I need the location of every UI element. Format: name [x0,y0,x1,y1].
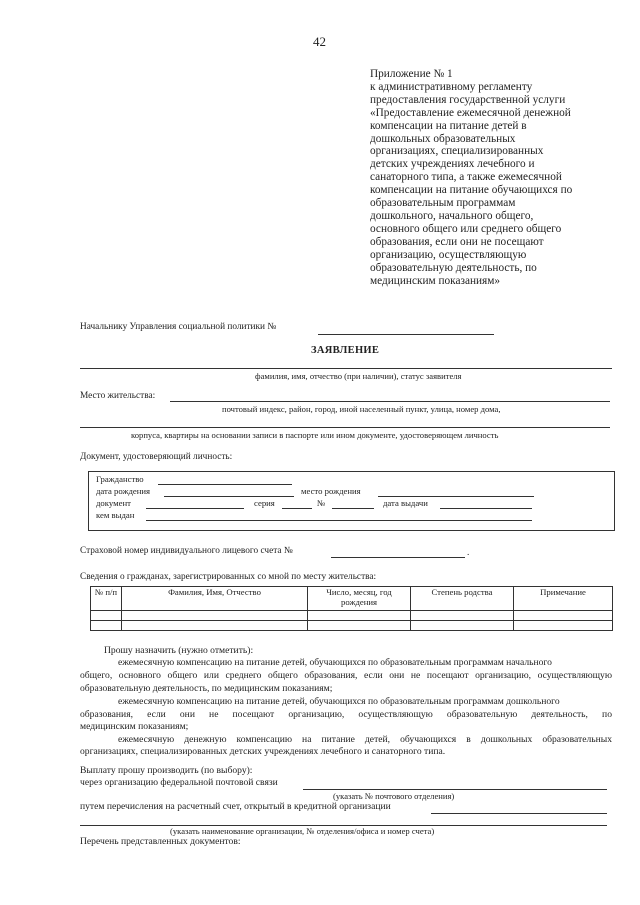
document-line[interactable] [146,508,244,509]
series-line[interactable] [282,508,312,509]
appendix-line: предоставления государственной услуги [370,93,566,106]
payment-post-line[interactable] [303,789,607,790]
issued-by-label: кем выдан [96,510,135,520]
issued-by-line[interactable] [146,520,532,521]
page-number: 42 [313,34,326,49]
series-label: серия [254,498,275,508]
appendix-line: дошкольных образовательных [370,132,516,145]
residence-label: Место жительства: [80,391,156,401]
birth-date-label: дата рождения [96,486,151,496]
residence-line-2[interactable] [80,427,610,428]
number-label: № [317,498,326,508]
option1-line3: образовательную деятельность, по медицинским показаниям; [80,683,333,694]
registered-table [90,586,613,631]
appendix-line: медицинским показаниям» [370,274,501,287]
appendix-line: Приложение № 1 [370,68,453,80]
payment-post-caption: (указать № почтового отделения) [333,791,455,801]
col-number-header: № п/п [91,587,122,611]
payment-bank-label: путем перечисления на расчетный счет, открытый в кредитной организации [80,801,391,812]
document-label: документ [96,498,131,508]
option3-line1[interactable]: ежемесячную денежную компенсацию на питание детей, обучающихся в дошкольных образовательных [118,734,612,745]
table-row [91,611,613,621]
birth-place-label: место рождения [301,486,361,496]
appendix-line: дошкольного, начального общего, [370,209,534,222]
snils-period: . [467,548,470,558]
birth-date-line[interactable] [164,496,294,497]
col-note-header: Примечание [514,587,613,611]
option1-line2: общего, основного общего или среднего общего образования, если они не посещают организацию, осуществляющую [80,670,612,681]
option2-line2: образования, если они не посещают организацию, осуществляющую образовательную деятельность, по [80,709,612,720]
snils-label: Страховой номер индивидуального лицевого счета № [80,546,293,556]
appendix-line: организациях, специализированных [370,145,544,158]
appendix-line: образовательную деятельность, по [370,261,537,274]
applicant-caption: фамилия, имя, отчество (при наличии), статус заявителя [255,371,462,381]
addressee-label: Начальнику Управления социальной политики № [80,322,277,332]
option2-line1[interactable]: ежемесячную компенсацию на питание детей, обучающихся по образовательным программам дошкольного [118,696,560,707]
residence-caption-2: корпуса, квартиры на основании записи в паспорте или ином документе, удостоверяющем личность [131,430,499,440]
birth-place-line[interactable] [378,496,534,497]
addressee-line[interactable] [318,334,494,335]
col-birth-header: Число, месяц, год рождения [308,587,411,611]
option2-line3: медицинским показаниям; [80,721,189,732]
payment-bank-line[interactable] [431,813,607,814]
residence-caption-1: почтовый индекс, район, город, иной населенный пункт, улица, номер дома, [222,404,501,414]
request-intro: Прошу назначить (нужно отметить): [104,645,254,656]
appendix-line: «Предоставление ежемесячной денежной [370,106,571,119]
appendix-line: компенсации на питание детей в [370,119,527,132]
appendix-line: компенсации на питание обучающихся по [370,184,573,197]
citizenship-line[interactable] [158,484,292,485]
number-line[interactable] [332,508,374,509]
page-title: ЗАЯВЛЕНИЕ [311,345,380,356]
col-name-header: Фамилия, Имя, Отчество [122,587,308,611]
citizenship-label: Гражданство [96,474,144,484]
col-relation-header: Степень родства [411,587,514,611]
identity-doc-box [88,471,615,531]
issue-date-label: дата выдачи [383,498,428,508]
issue-date-line[interactable] [440,508,532,509]
appendix-line: образовательным программам [370,197,516,210]
table-row [91,621,613,631]
residence-line-1[interactable] [170,401,610,402]
payment-bank-caption: (указать наименование организации, № отделения/офиса и номер счета) [170,826,435,836]
appendix-line: к административному регламенту [370,80,533,93]
appendix-block [370,68,620,287]
documents-list-label: Перечень представленных документов: [80,836,241,847]
option3-line2: организациях, специализированных детских учреждениях лечебного и санаторного типа. [80,746,446,757]
appendix-line: детских учреждениях лечебного и [370,158,535,171]
payment-intro: Выплату прошу производить (по выбору): [80,765,253,776]
option1-line1[interactable]: ежемесячную компенсацию на питание детей, обучающихся по образовательным программам начального [118,657,552,668]
appendix-line: организацию, осуществляющую [370,248,527,261]
identity-doc-label: Документ, удостоверяющий личность: [80,452,233,462]
appendix-line: основного общего или среднего общего [370,222,562,235]
registered-label: Сведения о гражданах, зарегистрированных со мной по месту жительства: [80,572,377,582]
appendix-line: образования, если они не посещают [370,235,544,248]
payment-post-label: через организацию федеральной почтовой связи [80,777,278,788]
applicant-line[interactable] [80,368,612,369]
appendix-line: санаторного типа, а также ежемесячной [370,171,562,184]
snils-line[interactable] [331,557,465,558]
